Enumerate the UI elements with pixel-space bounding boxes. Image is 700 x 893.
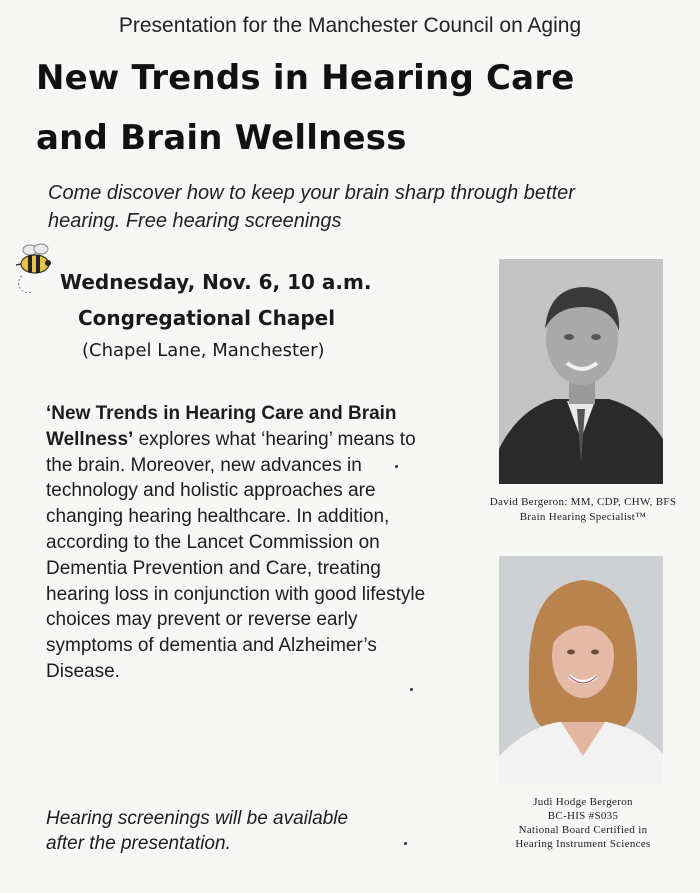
description-paragraph bbox=[46, 401, 446, 685]
tagline-line-2: hearing. Free hearing screenings bbox=[48, 210, 342, 232]
speaker-caption-david-name: David Bergeron: MM, CDP, CHW, BFS bbox=[489, 496, 677, 508]
bee-icon bbox=[8, 236, 60, 296]
speaker-photo-david bbox=[499, 259, 663, 484]
scan-speck bbox=[395, 465, 398, 468]
event-address: (Chapel Lane, Manchester) bbox=[82, 340, 325, 361]
event-date-time: Wednesday, Nov. 6, 10 a.m. bbox=[60, 270, 372, 294]
speaker-caption-judi-name: Judi Hodge Bergeron bbox=[533, 796, 633, 808]
scan-speck bbox=[410, 688, 413, 691]
speaker-caption-judi-field: Hearing Instrument Sciences bbox=[515, 838, 651, 850]
organization-line: Presentation for the Manchester Council on Aging bbox=[118, 14, 582, 37]
description-text: explores what ‘hearing’ means to the brain. Moreover, new advances in technology and holistic approaches are changing hearing healthcare. In addition, according to the Lancet Commission on Dementia Prevention and Care, treating hearing loss in conjunction with good lifestyle choices may prevent or reverse early symptoms of dementia and Alzheimer’s Disease. bbox=[46, 428, 426, 682]
headline-line-1: New Trends in Hearing Care bbox=[36, 58, 575, 98]
event-venue: Congregational Chapel bbox=[78, 306, 336, 330]
headline-line-2: and Brain Wellness bbox=[36, 118, 407, 158]
speaker-photo-judi bbox=[499, 556, 663, 784]
scan-speck bbox=[404, 842, 407, 845]
closing-line-2: after the presentation. bbox=[46, 833, 231, 854]
description-title: ‘New Trends in Hearing Care and Brain Wellness’ bbox=[46, 403, 397, 450]
tagline-line-1: Come discover how to keep your brain sharp through better bbox=[48, 182, 575, 204]
speaker-caption-judi-board: National Board Certified in bbox=[518, 824, 648, 836]
closing-line-1: Hearing screenings will be available bbox=[46, 808, 349, 829]
speaker-caption-david-title: Brain Hearing Specialist™ bbox=[519, 511, 647, 523]
speaker-caption-judi-credentials: BC-HIS #S035 bbox=[547, 810, 619, 822]
